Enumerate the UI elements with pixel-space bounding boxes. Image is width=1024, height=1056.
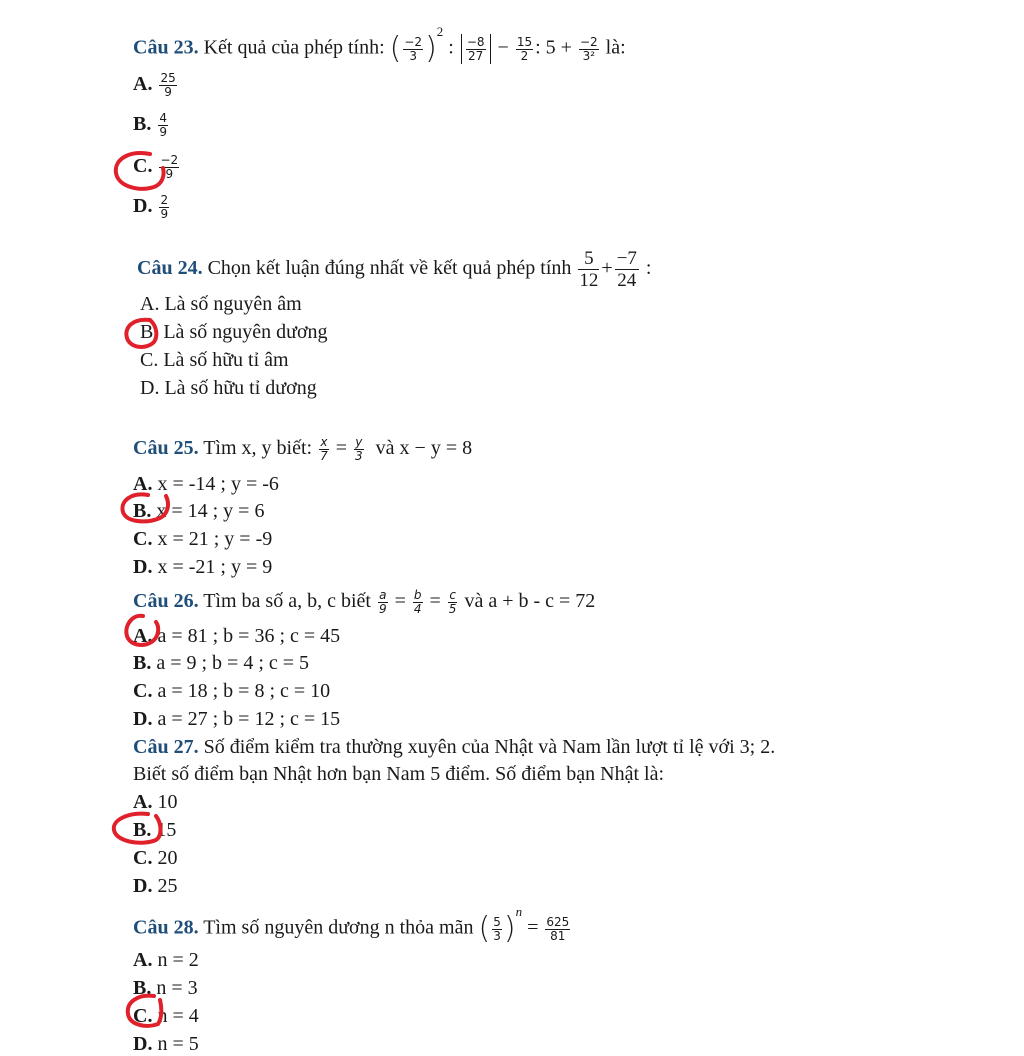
option-28-a[interactable]: A. n = 2 bbox=[133, 949, 199, 971]
fraction: $\frac{-2}{9}$ bbox=[160, 153, 179, 181]
question-24 bbox=[137, 248, 651, 291]
fraction: $\frac{c}{5}$ bbox=[448, 588, 457, 616]
question-label: Câu 25. bbox=[133, 437, 199, 460]
exponent: n bbox=[515, 904, 523, 919]
fraction: $\frac{15}{2}$ bbox=[516, 34, 533, 63]
question-28 bbox=[133, 904, 572, 947]
question-tail: : bbox=[645, 257, 652, 280]
paren-close: ) bbox=[425, 31, 437, 67]
option-26-d[interactable]: D. a = 27 ; b = 12 ; c = 15 bbox=[133, 708, 341, 730]
question-text: Số điểm kiểm tra thường xuyên của Nhật và Nam lần lượt tỉ lệ với 3; 2. bbox=[203, 736, 776, 758]
question-label: Câu 24. bbox=[137, 257, 203, 280]
equals-operator: = bbox=[394, 590, 406, 613]
question-23 bbox=[133, 24, 626, 67]
option-25-d[interactable]: D. x = -21 ; y = 9 bbox=[133, 556, 273, 578]
option-27-a[interactable]: A. 10 bbox=[133, 791, 178, 813]
equals-operator: = bbox=[335, 437, 348, 460]
equals-operator: = bbox=[527, 916, 539, 939]
question-tail: và a + b - c = 72 bbox=[464, 590, 596, 613]
fraction: $\frac{5}{3}$ bbox=[493, 914, 501, 943]
minus-operator: − bbox=[497, 36, 509, 59]
abs-bar bbox=[461, 34, 462, 64]
plus-operator: + bbox=[601, 257, 613, 280]
option-26-b[interactable]: B. a = 9 ; b = 4 ; c = 5 bbox=[133, 652, 310, 674]
abs-bar bbox=[490, 34, 491, 64]
fraction: $\frac{y}{3}$ bbox=[355, 435, 363, 463]
question-label: Câu 26. bbox=[133, 590, 199, 613]
option-28-b[interactable]: B. n = 3 bbox=[133, 977, 198, 999]
option-24-b[interactable]: B. Là số nguyên dương bbox=[140, 321, 328, 343]
paren-open: ( bbox=[478, 911, 491, 947]
option-24-d[interactable]: D. Là số hữu tỉ dương bbox=[140, 377, 317, 399]
option-23-d[interactable]: D. $\frac{2}{9}$ bbox=[133, 193, 169, 221]
option-26-a[interactable]: A. a = 81 ; b = 36 ; c = 45 bbox=[133, 625, 341, 647]
option-25-c[interactable]: C. x = 21 ; y = -9 bbox=[133, 528, 273, 550]
paren-open: ( bbox=[389, 31, 402, 67]
option-25-a[interactable]: A. x = -14 ; y = -6 bbox=[133, 473, 279, 495]
question-label: Câu 27. bbox=[133, 736, 199, 758]
option-25-b[interactable]: B. x = 14 ; y = 6 bbox=[133, 500, 265, 522]
fraction: $\frac{-2}{\text{3²}}$ bbox=[579, 34, 598, 63]
question-tail: và x − y = 8 bbox=[375, 437, 473, 460]
fraction: $\frac{-2}{3}$ bbox=[404, 34, 423, 63]
fraction: $\frac{4}{9}$ bbox=[159, 111, 167, 139]
option-23-a[interactable]: A. $\frac{25}{9}$ bbox=[133, 71, 176, 99]
fraction: $\frac{-8}{27}$ bbox=[466, 34, 485, 63]
exponent: 2 bbox=[436, 24, 444, 39]
option-28-c[interactable]: C. n = 4 bbox=[133, 1005, 199, 1027]
question-25 bbox=[133, 436, 472, 463]
paren-close: ) bbox=[503, 911, 516, 947]
colon-operator: : bbox=[448, 36, 454, 59]
question-27 bbox=[133, 735, 775, 759]
option-27-d[interactable]: D. 25 bbox=[133, 875, 178, 897]
option-23-b[interactable]: B. $\frac{4}{9}$ bbox=[133, 111, 167, 139]
question-27-line2: Biết số điểm bạn Nhật hơn bạn Nam 5 điểm. Số điểm bạn Nhật là: bbox=[133, 763, 665, 785]
option-26-c[interactable]: C. a = 18 ; b = 8 ; c = 10 bbox=[133, 680, 331, 702]
fraction: $\frac{a}{9}$ bbox=[378, 588, 387, 616]
question-26 bbox=[133, 589, 595, 616]
equals-operator: = bbox=[429, 590, 441, 613]
question-label: Câu 23. bbox=[133, 36, 199, 59]
option-27-b[interactable]: B. 15 bbox=[133, 819, 177, 841]
fraction: $\frac{625}{81}$ bbox=[546, 914, 570, 943]
fraction: $\frac{-7}{24}$ bbox=[616, 248, 637, 291]
divide-operator: : 5 + bbox=[535, 36, 572, 59]
fraction: $\frac{2}{9}$ bbox=[160, 193, 169, 221]
fraction: $\frac{b}{4}$ bbox=[413, 588, 422, 616]
option-27-c[interactable]: C. 20 bbox=[133, 847, 178, 869]
option-23-c[interactable]: C. $\frac{-2}{9}$ bbox=[133, 153, 179, 181]
option-24-c[interactable]: C. Là số hữu tỉ âm bbox=[140, 349, 289, 371]
question-tail: là: bbox=[605, 36, 626, 59]
question-text: Kết quả của phép tính: bbox=[203, 36, 385, 59]
option-24-a[interactable]: A. Là số nguyên âm bbox=[140, 293, 302, 315]
question-text: Tìm ba số a, b, c biết bbox=[203, 590, 371, 613]
question-text: Chọn kết luận đúng nhất về kết quả phép tính bbox=[207, 257, 572, 280]
question-label: Câu 28. bbox=[133, 916, 199, 939]
option-28-d[interactable]: D. n = 5 bbox=[133, 1033, 199, 1055]
fraction: $\frac{5}{12}$ bbox=[579, 248, 599, 291]
fraction: $\frac{x}{7}$ bbox=[320, 435, 328, 463]
question-text: Tìm số nguyên dương n thỏa mãn bbox=[203, 916, 474, 939]
question-text: Tìm x, y biết: bbox=[203, 437, 313, 460]
fraction: $\frac{25}{9}$ bbox=[160, 71, 176, 99]
